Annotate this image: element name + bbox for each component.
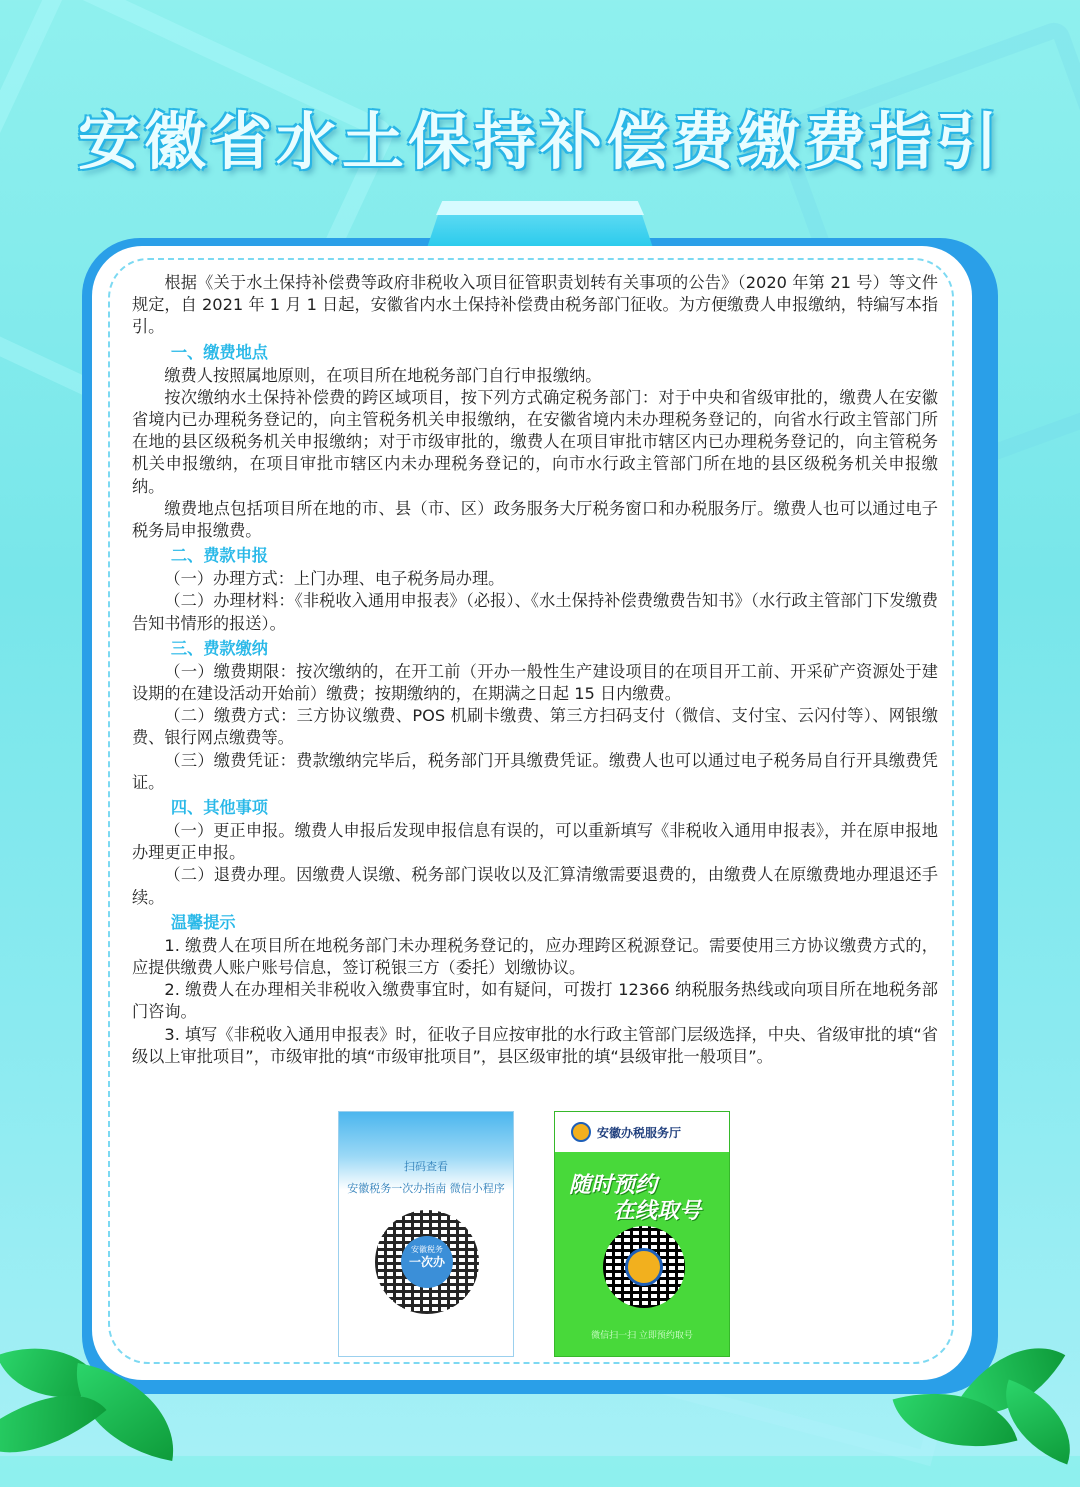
- tip-item: 3. 填写《非税收入通用申报表》时，征收子目应按审批的水行政主管部门层级选择，中央、省级审批的填“省级以上审批项目”，市级审批的填“市级审批项目”，县区级审批的填“县级审批一般项目”。: [132, 1024, 938, 1066]
- slogan-line2: 在线取号: [613, 1199, 702, 1224]
- section-heading: 四、其他事项: [170, 798, 268, 818]
- qr-card-header: [555, 1112, 729, 1152]
- qr-center-title: 一次办: [408, 1255, 445, 1269]
- service-hall-qr-card[interactable]: [554, 1111, 730, 1357]
- paragraph: 按次缴纳水土保持补偿费的跨区域项目，按下列方式确定税务部门：对于中央和省级审批的，缴费人在安徽省境内已办理税务登记的，向主管税务机关申报缴纳，在安徽省境内未办理税务登记的，向省水行政主管部门所在地的县区级税务机关申报缴纳；对于市级审批的，缴费人在项目审批市辖区内已办理税务登记的，向主管税务机关申报缴纳，在项目审批市辖区内未办理税务登记的，向市水行政主管部门所在地的县区级税务机关申报缴纳。: [132, 387, 938, 496]
- qr-caption-program: 安徽税务一次办指南 微信小程序: [347, 1182, 505, 1195]
- tax-logo-icon: [571, 1122, 591, 1142]
- tip-item: 1. 缴费人在项目所在地税务部门未办理税务登记的，应办理跨区税源登记。需要使用三方协议缴费方式的，应提供缴费人账户账号信息，签订税银三方（委托）划缴协议。: [132, 935, 938, 978]
- section-heading: 二、费款申报: [170, 546, 268, 566]
- qr-center-badge: [401, 1236, 453, 1288]
- qr-center-logo-icon: [625, 1248, 663, 1286]
- paragraph: 缴费地点包括项目所在地的市、县（市、区）政务服务大厅税务窗口和办税服务厅。缴费人也可以通过电子税务局申报缴费。: [132, 498, 938, 541]
- paragraph: （一）更正申报。缴费人申报后发现申报信息有误的，可以重新填写《非税收入通用申报表》，并在原申报地办理更正申报。: [132, 821, 938, 863]
- qr-caption-scan: 扫码查看: [404, 1160, 448, 1173]
- paragraph: 缴费人按照属地原则，在项目所在地税务部门自行申报缴纳。: [164, 365, 602, 385]
- paragraph: （三）缴费凭证：费款缴纳完毕后，税务部门开具缴费凭证。缴费人也可以通过电子税务局自行开具缴费凭证。: [132, 750, 938, 792]
- card-tab-highlight: [436, 201, 644, 215]
- paragraph: （二）退费办理。因缴费人误缴、税务部门误收以及汇算清缴需要退费的，由缴费人在原缴费地办理退还手续。: [132, 865, 938, 907]
- slogan-line1: 随时预约: [569, 1173, 658, 1198]
- miniprogram-qr-card[interactable]: [338, 1111, 514, 1357]
- tips-heading: 温馨提示: [170, 912, 236, 932]
- paragraph: （一）缴费期限：按次缴纳的，在开工前（开办一般性生产建设项目的在项目开工前、开采矿产资源处于建设期的在建设活动开始前）缴费；按期缴纳的，在期满之日起 15 日内缴费。: [132, 661, 938, 704]
- qr-center-label: 安徽税务: [411, 1245, 443, 1254]
- tip-item: 2. 缴费人在办理相关非税收入缴费事宜时，如有疑问，可拨打 12366 纳税服务热线或向项目所在地税务部门咨询。: [132, 980, 938, 1022]
- paragraph: （二）缴费方式：三方协议缴费、POS 机刷卡缴费、第三方扫码支付（微信、支付宝、云闪付等）、网银缴费、银行网点缴费等。: [132, 706, 938, 748]
- page-title: 安徽省水土保持补偿费缴费指引: [77, 105, 1002, 178]
- paragraph: （一）办理方式：上门办理、电子税务局办理。: [164, 569, 505, 589]
- qr-card-footer: 微信扫一扫 立即预约取号: [591, 1331, 693, 1341]
- guide-text: [132, 272, 938, 1068]
- section-heading: 三、费款缴纳: [170, 638, 268, 658]
- paragraph: （二）办理材料：《非税收入通用申报表》（必报）、《水土保持补偿费缴费告知书》（水行政主管部门下发缴费告知书情形的报送）。: [132, 591, 938, 633]
- qr-card-header-title: 安徽办税服务厅: [597, 1126, 682, 1140]
- intro-paragraph: 根据《关于水土保持补偿费等政府非税收入项目征管职责划转有关事项的公告》（2020 年第 21 号）等文件规定，自 2021 年 1 月 1 日起，安徽省内水土保持补偿费由税务部门征收。为方便缴费人申报缴纳，特编写本指引。: [132, 273, 938, 337]
- section-heading: 一、缴费地点: [170, 342, 268, 362]
